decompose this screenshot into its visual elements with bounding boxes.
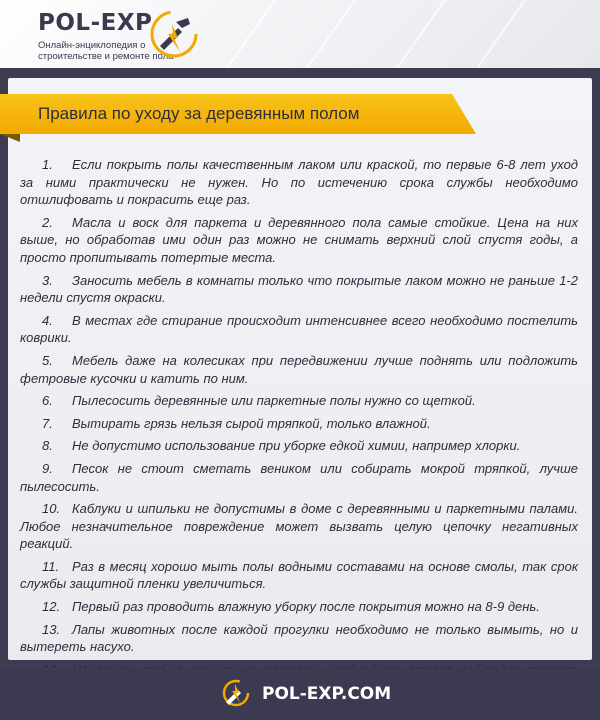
rule-text: Каблуки и шпильки не допустимы в доме с деревянными и паркетными палами. Любое незначительное повреждение может вызвать целую цепочку негативных реакций. xyxy=(20,501,578,552)
rule-text: Масла и воск для паркета и деревянного пола самые стойкие. Цена на них выше, но обработав ими один раз можно не снимать верхний слой спустя годы, а просто пропитывать потертые места. xyxy=(20,214,578,265)
rule-number: 13. xyxy=(42,621,61,637)
rule-number: 8. xyxy=(42,438,53,454)
rule-item xyxy=(20,392,578,410)
rule-text: Заносить мебель в комнаты только что покрытые лаком можно не раньше 1-2 недели спустя окраски. xyxy=(20,272,578,306)
brand-name[interactable]: POL-EXP xyxy=(38,10,153,36)
rule-number: 2. xyxy=(42,214,53,230)
page-title: Правила по уходу за деревянным полом xyxy=(38,104,360,123)
rule-number: 9. xyxy=(42,460,53,476)
rules-list xyxy=(20,156,578,701)
rule-number: 4. xyxy=(42,312,53,328)
footer-tools-logo-icon xyxy=(220,678,254,708)
rule-item xyxy=(20,415,578,433)
rule-item xyxy=(20,437,578,455)
rule-text: Пылесосить деревянные или паркетные полы нужно со щеткой. xyxy=(72,393,476,409)
rule-text: Песок не стоит сметать веником или собирать мокрой тряпкой, лучше пылесосить. xyxy=(20,460,578,494)
rule-number: 1. xyxy=(42,157,53,172)
rule-number: 10. xyxy=(42,501,61,517)
rule-text: Не допустимо использование при уборке едкой химии, например хлорки. xyxy=(72,438,521,454)
rule-text: В местах где стирание происходит интенсивнее всего необходимо постелить коврики. xyxy=(20,312,578,346)
rule-text: Если покрыть полы качественным лаком или краской, то первые 6-8 лет уход за ними практически не нужен. Но по истечению срока службы необходимо отшлифовать и покрасить еще раз. xyxy=(20,157,578,208)
tools-logo-icon xyxy=(148,8,200,60)
rule-item xyxy=(20,312,578,347)
footer-site-link[interactable]: POL-EXP.COM xyxy=(262,684,392,704)
rule-text: Вытирать грязь нельзя сырой тряпкой, только влажной. xyxy=(72,415,431,431)
tagline-line1: Онлайн-энциклопедия о xyxy=(38,40,146,51)
rule-item xyxy=(20,460,578,495)
rule-number: 12. xyxy=(42,599,61,615)
rule-text: Первый раз проводить влажную уборку после покрытия можно на 8-9 день. xyxy=(72,599,540,615)
rule-item xyxy=(20,558,578,593)
site-header xyxy=(0,0,600,68)
rule-number: 6. xyxy=(42,393,53,409)
rule-number: 3. xyxy=(42,272,53,288)
rule-number: 11. xyxy=(42,558,60,574)
rule-item xyxy=(20,352,578,387)
rule-item xyxy=(20,156,578,209)
rule-item xyxy=(20,500,578,553)
rule-item xyxy=(20,272,578,307)
rule-item xyxy=(20,621,578,656)
rule-number: 7. xyxy=(42,415,53,431)
rule-text: Раз в месяц хорошо мыть полы водными составами на основе смолы, так срок службы защитной пленки увеличиться. xyxy=(20,558,578,592)
rule-text: Лапы животных после каждой прогулки необходимо не только вымыть, но и вытереть насухо. xyxy=(20,621,578,655)
rule-text: Мебель даже на колесиках при передвижении лучше поднять или подложить фетровые кусочки и катить по ним. xyxy=(20,352,578,386)
rule-item xyxy=(20,214,578,267)
rule-number: 5. xyxy=(42,352,53,368)
tagline-line2: строительстве и ремонте пола xyxy=(38,51,174,62)
rule-item xyxy=(20,598,578,616)
